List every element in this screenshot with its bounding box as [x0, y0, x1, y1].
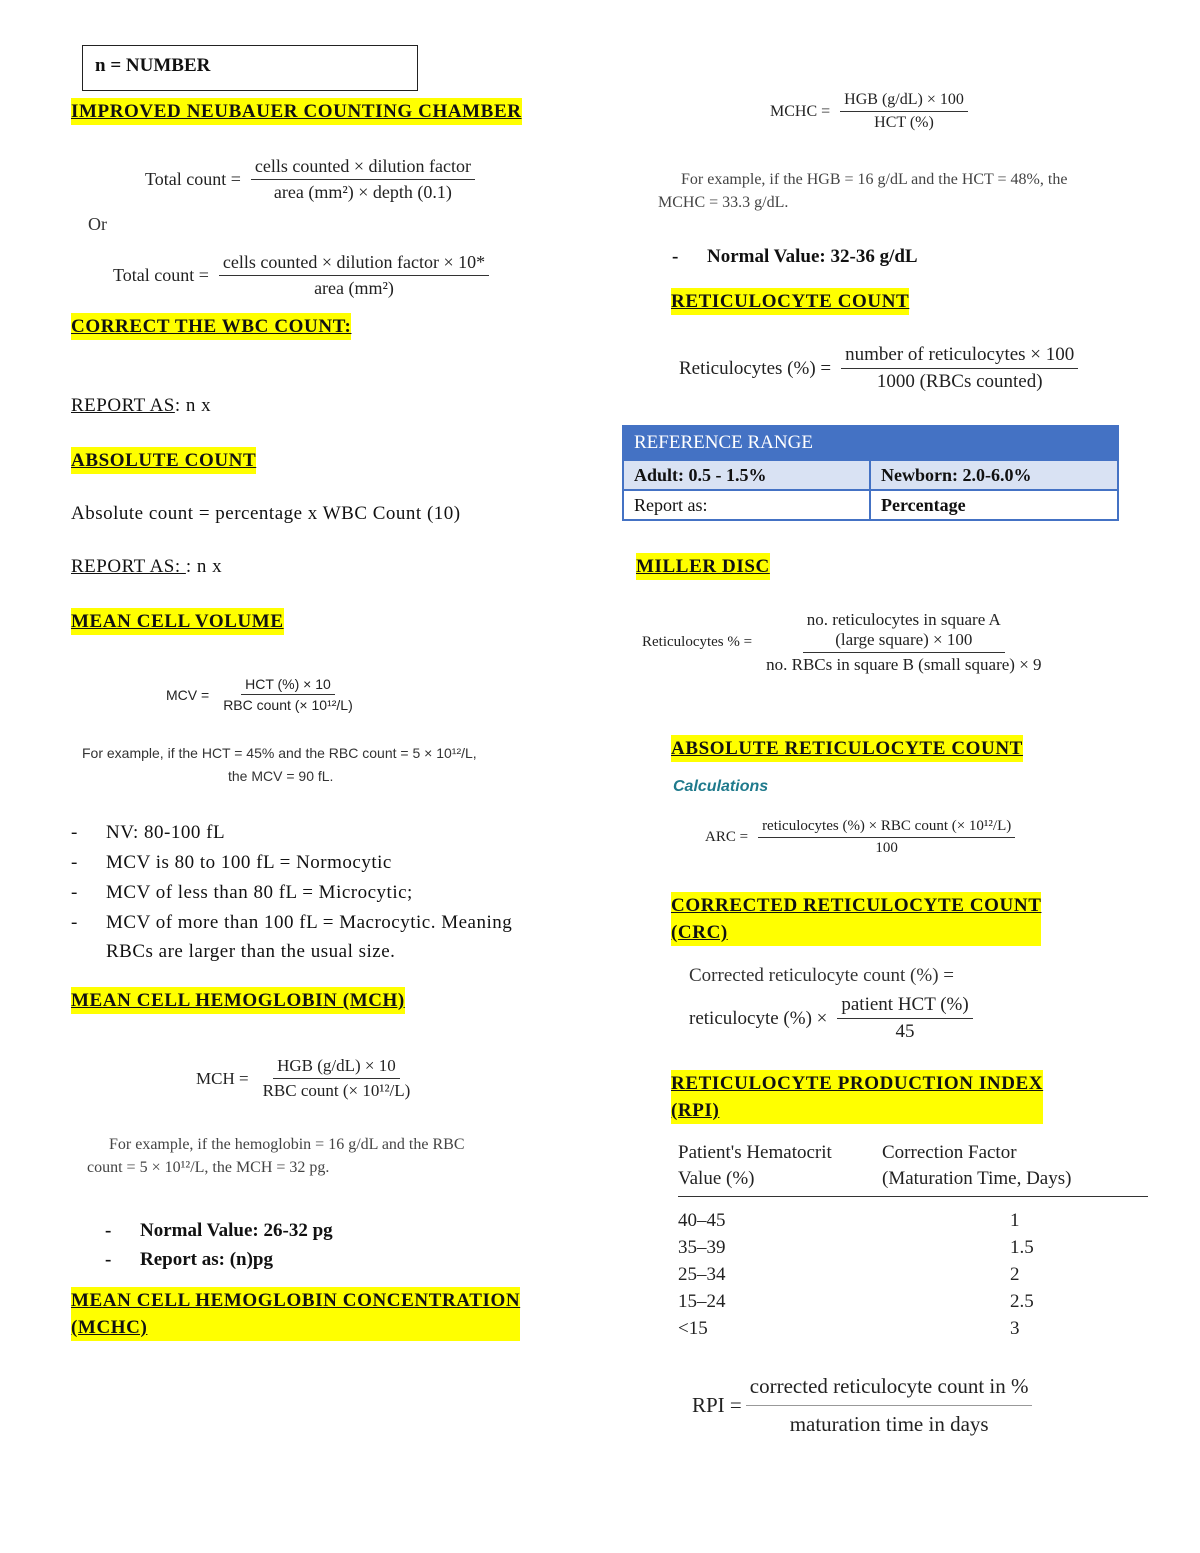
list-item: - MCV of more than 100 fL = Macrocytic. Meaning RBCs are larger than the usual size.: [71, 912, 513, 962]
formula-numerator: HCT (%) × 10: [241, 676, 335, 695]
list-item: - NV: 80-100 fL: [71, 822, 226, 843]
formula-numerator: no. reticulocytes in square A (large square) × 100: [803, 610, 1005, 653]
report-value: : n x: [185, 556, 223, 577]
absolute-formula: Absolute count = percentage x WBC Count (10): [71, 503, 461, 524]
wbc-heading: CORRECT THE WBC COUNT:: [71, 313, 351, 340]
formula-lhs: RPI =: [692, 1393, 742, 1417]
example-line: For example, if the HGB = 16 g/dL and the HCT = 48%, the: [681, 171, 1068, 188]
legend-box: [82, 45, 418, 91]
reference-range-table: [622, 425, 1119, 521]
mcv-heading: MEAN CELL VOLUME: [71, 608, 284, 635]
mchc-formula: [770, 91, 968, 132]
table-cell: 2.5: [1010, 1291, 1034, 1312]
table-cell: 35–39: [678, 1237, 726, 1258]
formula-numerator: cells counted × dilution factor: [251, 156, 475, 180]
mcv-formula: [166, 676, 357, 713]
legend-text: n = NUMBER: [95, 55, 211, 76]
mch-bullet-list: [105, 1216, 333, 1274]
crc-formula-line1: Corrected reticulocyte count (%) =: [689, 965, 954, 986]
formula-numerator: number of reticulocytes × 100: [841, 344, 1078, 369]
example-line: the MCV = 90 fL.: [228, 768, 334, 784]
mcv-bullet-list: [71, 818, 561, 966]
table-cell-report-value: Percentage: [870, 490, 1118, 520]
retic-heading: RETICULOCYTE COUNT: [671, 288, 909, 315]
formula-denominator: RBC count (× 10¹²/L): [262, 1081, 411, 1100]
list-item: - Normal Value: 26-32 pg: [105, 1220, 333, 1241]
absolute-heading: ABSOLUTE COUNT: [71, 447, 256, 474]
mchc-bullet-list: [672, 246, 918, 268]
mchc-example: [658, 168, 1067, 214]
table-cell: 3: [1010, 1318, 1020, 1339]
formula-denominator: maturation time in days: [789, 1412, 989, 1436]
list-item: - Report as: (n)pg: [105, 1249, 273, 1270]
report-label: REPORT AS: [71, 395, 175, 416]
miller-heading: MILLER DISC: [636, 553, 770, 580]
arc-heading: ABSOLUTE RETICULOCYTE COUNT: [671, 735, 1023, 762]
example-line: For example, if the HCT = 45% and the RBC count = 5 × 10¹²/L,: [82, 745, 477, 761]
neubauer-formula-2: [113, 252, 489, 299]
table-cell-adult: Adult: 0.5 - 1.5%: [623, 460, 870, 490]
formula-denominator: 100: [875, 840, 898, 856]
arc-formula: [705, 818, 1015, 857]
report-value: : n x: [174, 395, 212, 416]
formula-lhs: Total count =: [113, 265, 209, 285]
formula-denominator: RBC count (× 10¹²/L): [223, 697, 353, 713]
formula-lhs: MCH =: [196, 1068, 249, 1088]
crc-formula: [689, 994, 973, 1043]
rpi-heading: RETICULOCYTE PRODUCTION INDEX (RPI): [671, 1070, 1043, 1124]
mch-heading: MEAN CELL HEMOGLOBIN (MCH): [71, 987, 405, 1014]
neubauer-heading: IMPROVED NEUBAUER COUNTING CHAMBER: [71, 98, 522, 125]
formula-denominator: area (mm²): [314, 278, 394, 298]
table-cell: 15–24: [678, 1291, 726, 1312]
formula-numerator: corrected reticulocyte count in %: [746, 1374, 1033, 1406]
formula-lhs: MCHC =: [770, 102, 831, 120]
table-cell: 40–45: [678, 1210, 726, 1231]
table-cell-newborn: Newborn: 2.0-6.0%: [870, 460, 1118, 490]
formula-lhs: Total count =: [145, 169, 241, 189]
formula-lhs: ARC =: [705, 829, 749, 845]
formula-denominator: area (mm²) × depth (0.1): [273, 182, 452, 202]
formula-numerator: patient HCT (%): [837, 994, 972, 1019]
formula-numerator: cells counted × dilution factor × 10*: [219, 252, 489, 276]
rpi-formula: [692, 1374, 1032, 1437]
or-text: Or: [88, 214, 107, 234]
column-header: Correction Factor (Maturation Time, Days): [882, 1140, 1148, 1197]
wbc-report: [71, 395, 211, 417]
maturation-table: [678, 1140, 1148, 1342]
example-line: For example, if the hemoglobin = 16 g/dL and the RBC: [109, 1136, 465, 1153]
calculations-subheading: Calculations: [673, 778, 769, 795]
list-item: - MCV is 80 to 100 fL = Normocytic: [71, 852, 392, 873]
formula-lhs: Reticulocytes (%) =: [679, 357, 832, 379]
formula-lhs: MCV =: [166, 686, 210, 703]
list-item: - Normal Value: 32-36 g/dL: [672, 246, 918, 267]
column-header: Patient's Hematocrit Value (%): [678, 1140, 882, 1197]
neubauer-formula-1: [145, 156, 475, 203]
formula-denominator: no. RBCs in square B (small square) × 9: [766, 655, 1042, 674]
example-line: MCHC = 33.3 g/dL.: [658, 194, 789, 211]
miller-formula: [642, 610, 1046, 675]
table-cell: <15: [678, 1318, 708, 1339]
table-cell-report-label: Report as:: [623, 490, 870, 520]
formula-denominator: 1000 (RBCs counted): [876, 371, 1043, 392]
example-line: count = 5 × 10¹²/L, the MCH = 32 pg.: [87, 1159, 330, 1176]
formula-denominator: HCT (%): [874, 114, 934, 131]
mchc-heading: MEAN CELL HEMOGLOBIN CONCENTRATION (MCHC): [71, 1287, 520, 1341]
formula-lhs: reticulocyte (%) ×: [689, 1007, 828, 1029]
retic-formula: [679, 344, 1078, 393]
formula-numerator: HGB (g/dL) × 10: [273, 1056, 400, 1079]
formula-numerator: HGB (g/dL) × 100: [840, 91, 968, 112]
table-title: REFERENCE RANGE: [623, 426, 1118, 460]
mcv-example: [82, 742, 477, 788]
table-cell: 2: [1010, 1264, 1020, 1285]
absolute-report: [71, 556, 222, 578]
mch-formula: [196, 1056, 414, 1101]
formula-numerator: reticulocytes (%) × RBC count (× 10¹²/L): [758, 818, 1015, 838]
formula-lhs: Reticulocytes % =: [642, 634, 753, 650]
mch-example: [87, 1133, 465, 1179]
formula-denominator: 45: [895, 1021, 915, 1042]
table-cell: 25–34: [678, 1264, 726, 1285]
crc-heading: CORRECTED RETICULOCYTE COUNT (CRC): [671, 892, 1041, 946]
table-cell: 1.5: [1010, 1237, 1034, 1258]
list-item: - MCV of less than 80 fL = Microcytic;: [71, 882, 413, 903]
table-cell: 1: [1010, 1210, 1020, 1231]
report-label: REPORT AS:: [71, 556, 186, 577]
